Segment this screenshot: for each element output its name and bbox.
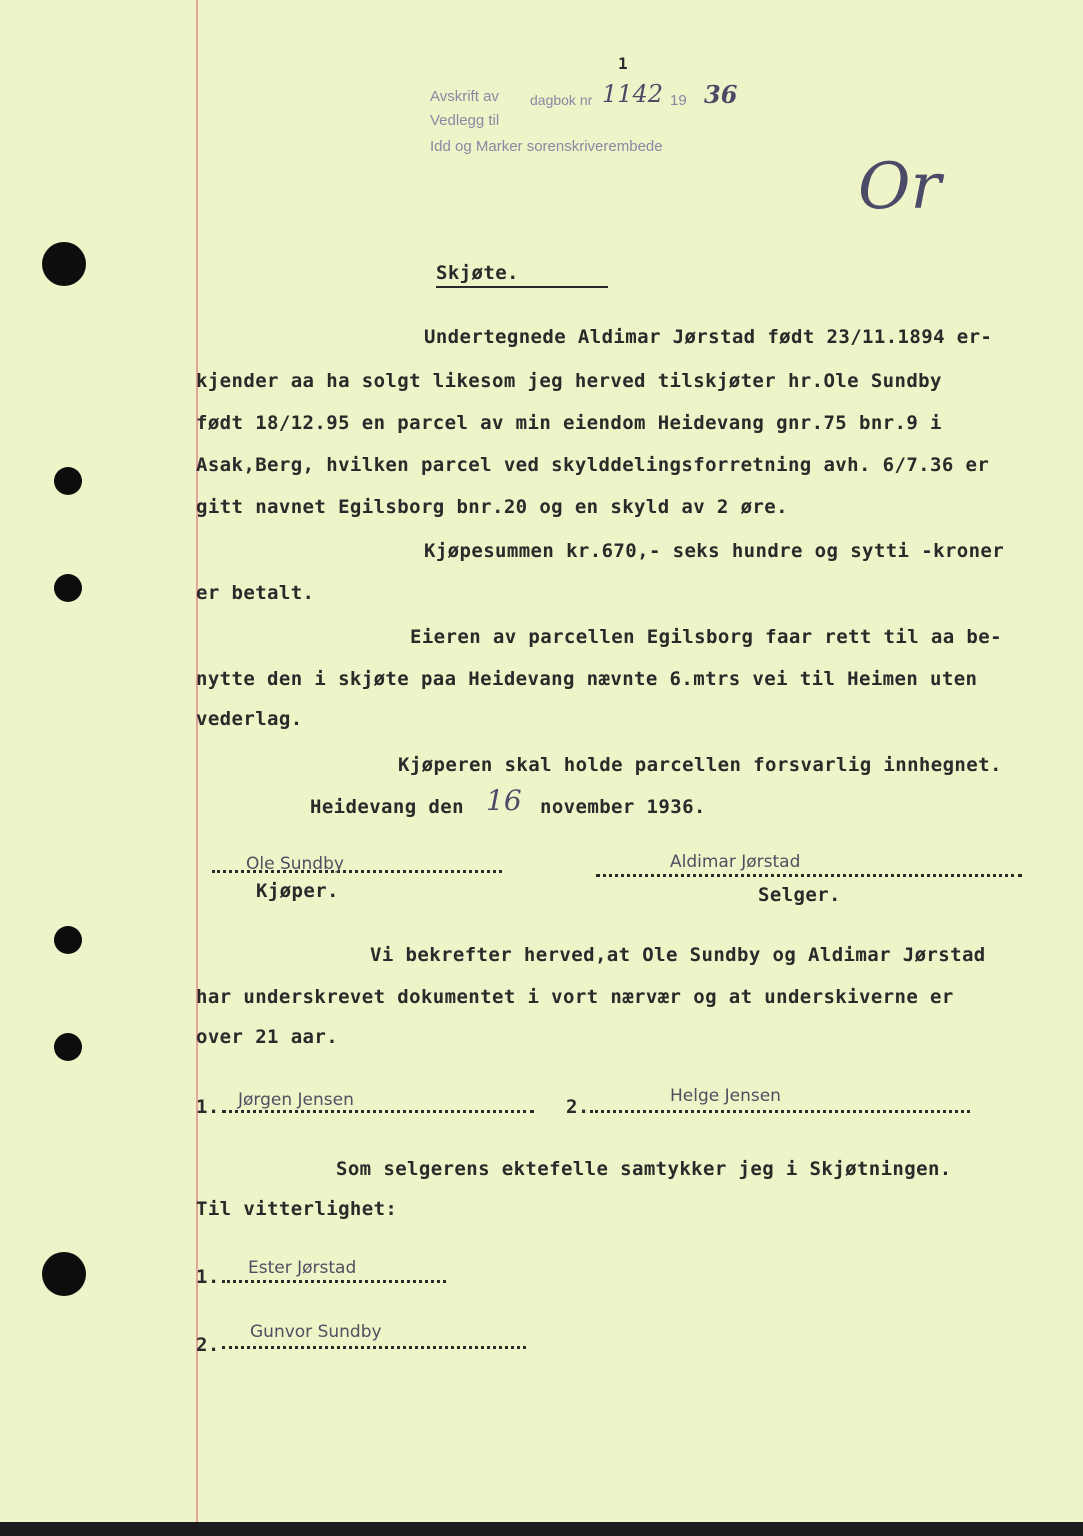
witness-number: 2.	[566, 1096, 590, 1118]
punch-hole	[42, 242, 86, 286]
buyer-role: Kjøper.	[256, 880, 339, 902]
punch-hole	[54, 926, 82, 954]
body-line: Undertegnede Aldimar Jørstad født 23/11.1894 er-	[424, 326, 993, 348]
stamp-line-2: Vedlegg til	[430, 112, 500, 129]
seller-role: Selger.	[758, 884, 841, 906]
witness-1-signature: Jørgen Jensen	[238, 1090, 354, 1110]
punch-hole	[54, 574, 82, 602]
body-line: født 18/12.95 en parcel av min eiendom Heidevang gnr.75 bnr.9 i	[196, 412, 942, 434]
date-day: 16	[486, 784, 522, 817]
stamp-line-1: Avskrift av	[430, 88, 499, 105]
witness-number: 1.	[196, 1096, 220, 1118]
spouse-consent: Som selgerens ektefelle samtykker jeg i Skjøtningen.	[336, 1158, 952, 1180]
signature-dotted-line	[596, 874, 1022, 877]
signature-dotted-line	[222, 1110, 534, 1113]
punch-hole	[42, 1252, 86, 1296]
handwritten-initials: Or	[858, 150, 942, 224]
punch-hole	[54, 1033, 82, 1061]
stamp-line-1b: dagbok nr	[530, 92, 593, 108]
attester-2-signature: Gunvor Sundby	[250, 1322, 382, 1342]
punch-hole	[54, 467, 82, 495]
witness-2-signature: Helge Jensen	[670, 1086, 781, 1106]
body-line: nytte den i skjøte paa Heidevang nævnte 6.mtrs vei til Heimen uten	[196, 668, 978, 690]
date-prefix: Heidevang den	[310, 796, 464, 818]
attester-number: 1.	[196, 1266, 220, 1288]
stamp-line-3: Idd og Marker sorenskriverembede	[430, 138, 663, 155]
stamp-year-suffix: 36	[704, 80, 738, 109]
stamp-year-prefix: 19	[670, 92, 687, 109]
body-line: gitt navnet Egilsborg bnr.20 og en skyld av 2 øre.	[196, 496, 788, 518]
page-mark: 1	[618, 54, 629, 73]
document-title: Skjøte.	[436, 262, 519, 284]
body-line: Kjøperen skal holde parcellen forsvarlig innhegnet.	[398, 754, 1002, 776]
signature-dotted-line	[222, 1280, 446, 1283]
witness-statement-line: har underskrevet dokumentet i vort nærvær og at underskiverne er	[196, 986, 954, 1008]
attestation-label: Til vitterlighet:	[196, 1198, 398, 1220]
signature-dotted-line	[590, 1110, 970, 1113]
signature-dotted-line	[222, 1346, 526, 1349]
body-line: Kjøpesummen kr.670,- seks hundre og sytti -kroner	[424, 540, 1005, 562]
seller-signature: Aldimar Jørstad	[670, 852, 801, 872]
attester-1-signature: Ester Jørstad	[248, 1258, 357, 1278]
attester-number: 2.	[196, 1334, 220, 1356]
journal-number: 1142	[602, 80, 664, 108]
date-suffix: november 1936.	[540, 796, 706, 818]
buyer-signature: Ole Sundby	[246, 854, 344, 874]
title-underline	[436, 286, 608, 288]
witness-statement-line: Vi bekrefter herved,at Ole Sundby og Aldimar Jørstad	[370, 944, 986, 966]
body-line: vederlag.	[196, 708, 303, 730]
witness-statement-line: over 21 aar.	[196, 1026, 339, 1048]
body-line: er betalt.	[196, 582, 315, 604]
body-line: kjender aa ha solgt likesom jeg herved tilskjøter hr.Ole Sundby	[196, 370, 942, 392]
body-line: Asak,Berg, hvilken parcel ved skylddelingsforretning avh. 6/7.36 er	[196, 454, 990, 476]
margin-rule	[196, 0, 198, 1522]
body-line: Eieren av parcellen Egilsborg faar rett til aa be-	[410, 626, 1002, 648]
